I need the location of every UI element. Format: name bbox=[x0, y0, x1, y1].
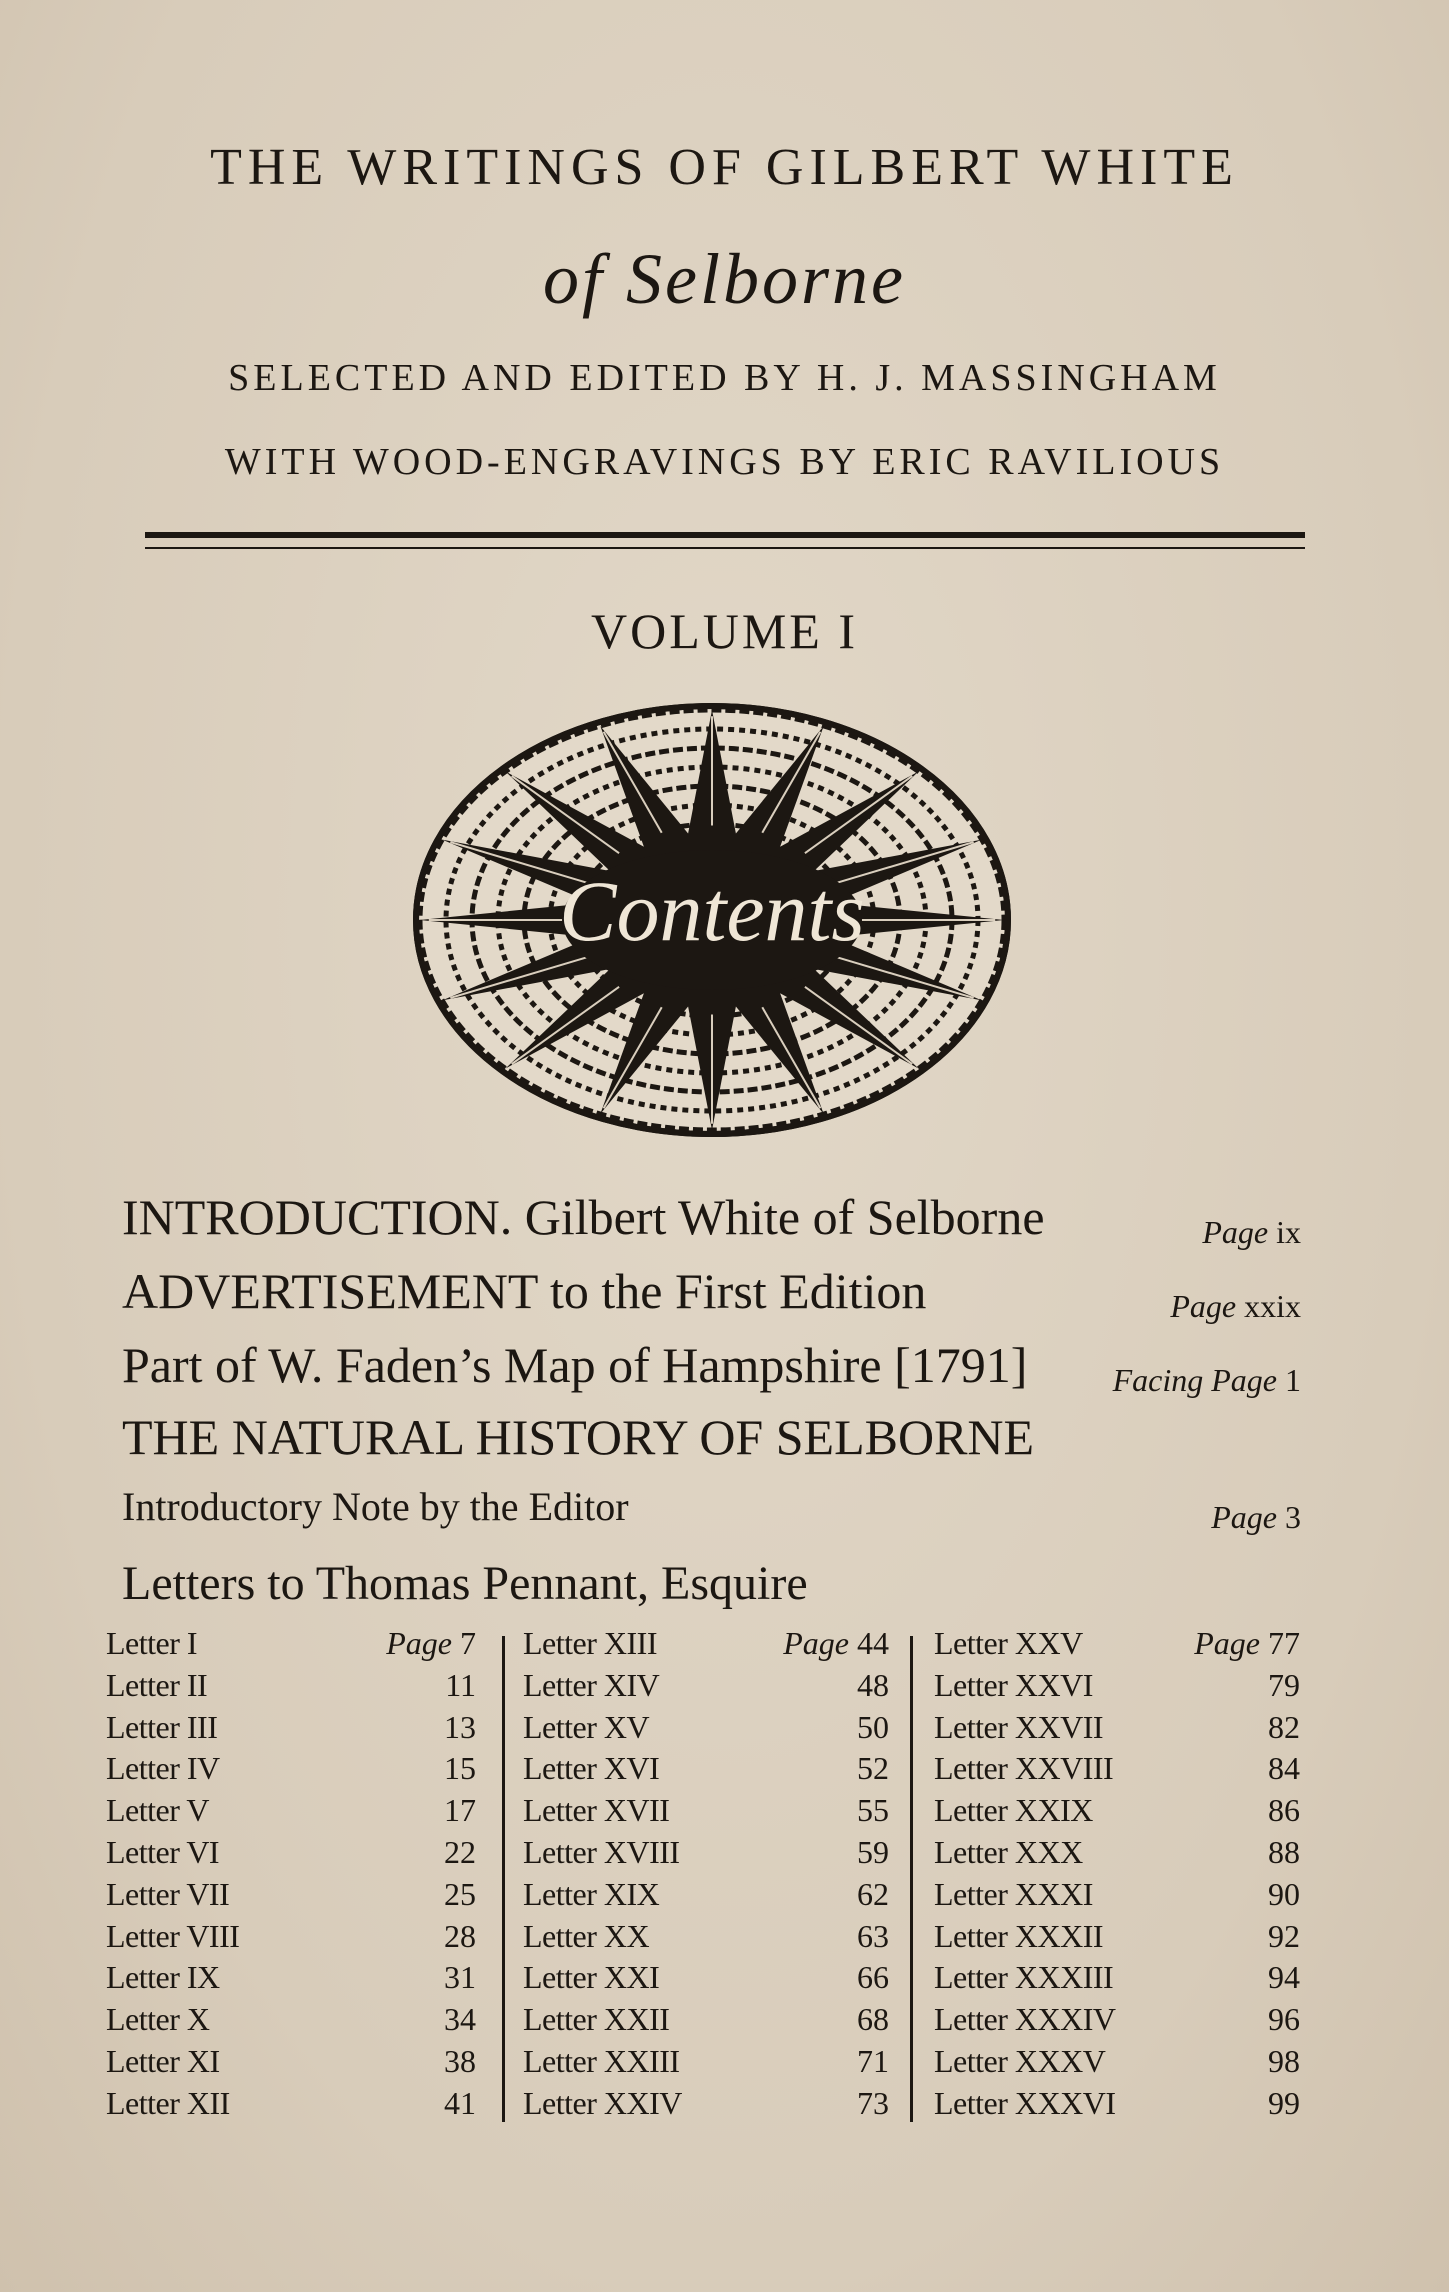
letter-label: Letter XXXI bbox=[934, 1875, 1093, 1912]
page-number: 90 bbox=[1268, 1875, 1300, 1912]
page-number: 13 bbox=[444, 1708, 476, 1745]
letter-label: Letter XXX bbox=[934, 1833, 1083, 1870]
letters-column-2 bbox=[523, 1625, 889, 2127]
page-number: 38 bbox=[444, 2042, 476, 2079]
toc-entry-label: Introductory Note by the Editor bbox=[122, 1484, 629, 1529]
letter-page bbox=[857, 2043, 889, 2080]
page-word: Facing Page bbox=[1112, 1362, 1277, 1398]
letter-row bbox=[106, 1750, 476, 1792]
page-word: Page bbox=[1211, 1499, 1277, 1535]
letter-row bbox=[106, 1667, 476, 1709]
page-number: 34 bbox=[444, 2001, 476, 2038]
letter-page bbox=[1268, 1959, 1300, 1996]
letter-label: Letter XI bbox=[106, 2042, 220, 2079]
page-number: 96 bbox=[1268, 2001, 1300, 2038]
letter-row bbox=[934, 1876, 1300, 1918]
letter-row bbox=[523, 1959, 889, 2001]
letter-row bbox=[523, 1834, 889, 1876]
letter-label: Letter XV bbox=[523, 1708, 650, 1745]
letter-label: Letter XVIII bbox=[523, 1833, 680, 1870]
page-number: 86 bbox=[1268, 1792, 1300, 1829]
page-number: 48 bbox=[857, 1666, 889, 1703]
toc-entry-page bbox=[1211, 1499, 1301, 1536]
letter-row bbox=[106, 2085, 476, 2127]
letter-page bbox=[444, 1959, 476, 1996]
book-title: THE WRITINGS OF GILBERT WHITE bbox=[210, 139, 1239, 196]
contents-emblem-text: Contents bbox=[559, 863, 865, 959]
page-word: Page bbox=[1170, 1288, 1237, 1324]
letter-row bbox=[934, 2043, 1300, 2085]
page-number: 59 bbox=[857, 1833, 889, 1870]
letter-page bbox=[857, 1918, 889, 1955]
letter-label: Letter XVII bbox=[523, 1792, 670, 1829]
letter-label: Letter I bbox=[106, 1625, 198, 1661]
letter-row bbox=[106, 1876, 476, 1918]
letter-page bbox=[1268, 1792, 1300, 1829]
letter-row bbox=[523, 1750, 889, 1792]
page-number: 25 bbox=[444, 1875, 476, 1912]
toc-entry-page bbox=[1170, 1288, 1301, 1325]
letter-label: Letter VIII bbox=[106, 1917, 240, 1954]
page-number: 1 bbox=[1285, 1362, 1301, 1398]
letter-page bbox=[444, 1918, 476, 1955]
letter-page bbox=[444, 1792, 476, 1829]
letter-page bbox=[444, 2043, 476, 2080]
letter-page bbox=[445, 1667, 476, 1704]
letter-row bbox=[106, 1834, 476, 1876]
letter-page bbox=[444, 1709, 476, 1746]
letter-row bbox=[934, 1918, 1300, 1960]
letter-row bbox=[106, 1625, 476, 1667]
page-number: xxix bbox=[1244, 1288, 1301, 1324]
page-number: ix bbox=[1276, 1214, 1301, 1250]
book-subtitle: of Selborne bbox=[543, 239, 906, 319]
page-number: 88 bbox=[1268, 1833, 1300, 1870]
letter-label: Letter XII bbox=[106, 2084, 230, 2121]
page-number: 52 bbox=[857, 1750, 889, 1787]
page-number: 3 bbox=[1285, 1499, 1301, 1535]
letter-label: Letter IV bbox=[106, 1750, 220, 1787]
toc-entry bbox=[0, 1483, 1449, 1553]
letter-row bbox=[523, 2043, 889, 2085]
toc-entry-label: ADVERTISEMENT to the First Edition bbox=[122, 1263, 927, 1319]
letter-page bbox=[444, 2085, 476, 2122]
letter-row bbox=[934, 1667, 1300, 1709]
letter-row bbox=[523, 1876, 889, 1918]
letter-page bbox=[1268, 2085, 1300, 2122]
letter-row bbox=[523, 1709, 889, 1751]
toc-entry-label: INTRODUCTION. Gilbert White of Selborne bbox=[122, 1189, 1045, 1245]
volume-heading: VOLUME I bbox=[590, 603, 859, 659]
page-number: 17 bbox=[444, 1792, 476, 1829]
letter-label: Letter XXVII bbox=[934, 1708, 1104, 1745]
toc-entry bbox=[0, 1188, 1449, 1258]
letter-row bbox=[934, 1709, 1300, 1751]
page-number: 31 bbox=[444, 1959, 476, 1996]
letter-page bbox=[857, 2001, 889, 2038]
letter-row bbox=[934, 1750, 1300, 1792]
editor-line: SELECTED AND EDITED BY H. J. MASSINGHAM bbox=[228, 357, 1221, 399]
page-number: 68 bbox=[857, 2001, 889, 2038]
page-number: 63 bbox=[857, 1917, 889, 1954]
letter-label: Letter X bbox=[106, 2001, 210, 2038]
letter-page bbox=[857, 1792, 889, 1829]
letter-page bbox=[444, 1876, 476, 1913]
page-number: 99 bbox=[1268, 2084, 1300, 2121]
letter-page bbox=[386, 1625, 476, 1662]
letter-label: Letter IX bbox=[106, 1959, 220, 1996]
letter-label: Letter VII bbox=[106, 1875, 230, 1912]
letter-page bbox=[857, 2085, 889, 2122]
letter-label: Letter VI bbox=[106, 1833, 220, 1870]
letter-label: Letter XXXIII bbox=[934, 1959, 1114, 1996]
page-number: 94 bbox=[1268, 1959, 1300, 1996]
toc-entry bbox=[0, 1336, 1449, 1406]
page-number: 79 bbox=[1268, 1666, 1300, 1703]
letter-row bbox=[523, 2085, 889, 2127]
letters-column-1 bbox=[106, 1625, 476, 2127]
letter-row bbox=[106, 1792, 476, 1834]
page-number: 66 bbox=[857, 1959, 889, 1996]
letter-page bbox=[1194, 1625, 1300, 1662]
column-divider-2 bbox=[910, 1636, 913, 2122]
letter-page bbox=[444, 1834, 476, 1871]
page-number: 22 bbox=[444, 1833, 476, 1870]
engraver-line: WITH WOOD-ENGRAVINGS BY ERIC RAVILIOUS bbox=[224, 441, 1225, 483]
page-number: 41 bbox=[444, 2084, 476, 2121]
toc-entry-page bbox=[1202, 1214, 1301, 1251]
letter-page bbox=[857, 1709, 889, 1746]
letter-page bbox=[857, 1834, 889, 1871]
letter-page bbox=[857, 1667, 889, 1704]
toc-entry-page bbox=[1113, 1362, 1301, 1399]
letter-page bbox=[857, 1750, 889, 1787]
letter-row bbox=[934, 2085, 1300, 2127]
letter-page bbox=[444, 1750, 476, 1787]
letter-row bbox=[523, 2001, 889, 2043]
letter-label: Letter XXXV bbox=[934, 2042, 1106, 2079]
page-number: 28 bbox=[444, 1917, 476, 1954]
page-number: 15 bbox=[444, 1750, 476, 1787]
letter-label: Letter XX bbox=[523, 1917, 650, 1954]
toc-entry bbox=[0, 1556, 1449, 1626]
letter-label: Letter XVI bbox=[523, 1750, 660, 1787]
page-number: 55 bbox=[857, 1792, 889, 1829]
toc-entry bbox=[0, 1262, 1449, 1332]
letter-row bbox=[523, 1667, 889, 1709]
page-word: Page bbox=[1202, 1214, 1269, 1250]
page-number: 82 bbox=[1268, 1708, 1300, 1745]
letter-label: Letter XXIX bbox=[934, 1792, 1093, 1829]
letter-page bbox=[1268, 2001, 1300, 2038]
letter-row bbox=[523, 1918, 889, 1960]
toc-entry-label: THE NATURAL HISTORY OF SELBORNE bbox=[122, 1409, 1035, 1465]
letter-page bbox=[1268, 2043, 1300, 2080]
letter-row bbox=[106, 1959, 476, 2001]
letter-label: Letter XXIII bbox=[523, 2042, 680, 2079]
page-number: 50 bbox=[857, 1708, 889, 1745]
double-rule-thin bbox=[145, 547, 1305, 549]
letter-page bbox=[1268, 1709, 1300, 1746]
letter-page bbox=[1268, 1834, 1300, 1871]
letter-label: Letter XXI bbox=[523, 1959, 660, 1996]
letter-label: Letter III bbox=[106, 1708, 218, 1745]
letter-row bbox=[523, 1792, 889, 1834]
page-number: 92 bbox=[1268, 1917, 1300, 1954]
page-number: 98 bbox=[1268, 2042, 1300, 2079]
page-number: 44 bbox=[857, 1625, 889, 1661]
page-number: 7 bbox=[460, 1625, 476, 1661]
letter-page bbox=[1268, 1876, 1300, 1913]
letters-column-3 bbox=[934, 1625, 1300, 2127]
letter-label: Letter XXVI bbox=[934, 1666, 1093, 1703]
letter-row bbox=[106, 2001, 476, 2043]
letter-row bbox=[934, 2001, 1300, 2043]
letter-row bbox=[106, 1918, 476, 1960]
letter-label: Letter II bbox=[106, 1666, 208, 1703]
letter-label: Letter V bbox=[106, 1792, 209, 1829]
letter-label: Letter XXXIV bbox=[934, 2001, 1116, 2038]
letter-page bbox=[1268, 1750, 1300, 1787]
star-oval-wood-engraving-icon bbox=[412, 700, 1012, 1140]
page-word: Page bbox=[1194, 1625, 1260, 1661]
page-number: 73 bbox=[857, 2084, 889, 2121]
page-word: Page bbox=[783, 1625, 849, 1661]
letter-row bbox=[934, 1834, 1300, 1876]
toc-entry bbox=[0, 1408, 1449, 1478]
page-number: 11 bbox=[445, 1666, 476, 1703]
letter-label: Letter XXV bbox=[934, 1625, 1083, 1661]
page-number: 84 bbox=[1268, 1750, 1300, 1787]
letter-page bbox=[1268, 1667, 1300, 1704]
double-rule-thick bbox=[145, 532, 1305, 538]
letter-row bbox=[934, 1959, 1300, 2001]
letter-page bbox=[857, 1959, 889, 1996]
letter-label: Letter XIV bbox=[523, 1666, 660, 1703]
letter-label: Letter XIII bbox=[523, 1625, 657, 1661]
toc-entry-label: Part of W. Faden’s Map of Hampshire [1791] bbox=[122, 1337, 1028, 1393]
letter-row bbox=[106, 1709, 476, 1751]
letter-page bbox=[783, 1625, 889, 1662]
letter-row bbox=[934, 1792, 1300, 1834]
letter-row bbox=[934, 1625, 1300, 1667]
page-word: Page bbox=[386, 1625, 452, 1661]
letter-page bbox=[1268, 1918, 1300, 1955]
letter-page bbox=[444, 2001, 476, 2038]
letter-label: Letter XXXVI bbox=[934, 2084, 1116, 2121]
toc-entry-label: Letters to Thomas Pennant, Esquire bbox=[122, 1557, 808, 1610]
letter-row bbox=[523, 1625, 889, 1667]
letter-label: Letter XXVIII bbox=[934, 1750, 1114, 1787]
page-number: 71 bbox=[857, 2042, 889, 2079]
letter-row bbox=[106, 2043, 476, 2085]
letter-page bbox=[857, 1876, 889, 1913]
letter-label: Letter XXIV bbox=[523, 2084, 682, 2121]
page-number: 62 bbox=[857, 1875, 889, 1912]
letter-label: Letter XXII bbox=[523, 2001, 670, 2038]
page-number: 77 bbox=[1268, 1625, 1300, 1661]
column-divider-1 bbox=[502, 1636, 505, 2122]
letter-label: Letter XXXII bbox=[934, 1917, 1104, 1954]
letter-label: Letter XIX bbox=[523, 1875, 660, 1912]
